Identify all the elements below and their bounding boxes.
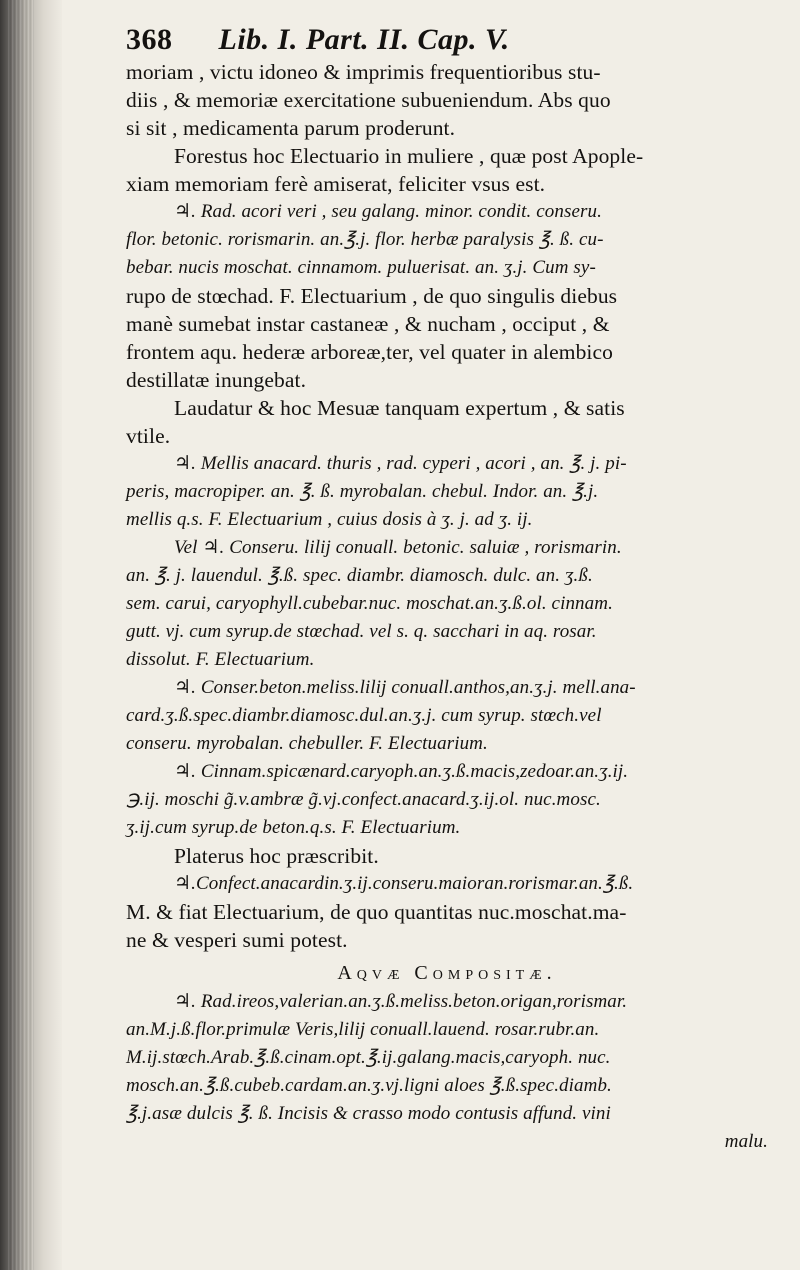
text-line: conseru. myrobalan. chebuller. F. Electuarium.: [126, 733, 488, 754]
section-heading: Aqvæ Compositæ.: [337, 962, 557, 984]
text-line: sem. carui, caryophyll.cubebar.nuc. moschat.an.ʒ.ß.ol. cinnam.: [126, 593, 613, 614]
text-line: flor. betonic. rorismarin. an.℥.j. flor. herbæ paralysis ℥. ß. cu-: [126, 229, 604, 250]
text-line: moriam , victu idoneo & imprimis frequentioribus stu-: [126, 60, 601, 84]
text-line: Forestus hoc Electuario in muliere , quæ post Apople-: [174, 144, 644, 168]
text-line: frontem aqu. hederæ arboreæ,ter, vel quater in alembico: [126, 340, 614, 364]
text-line: ℥.j.asæ dulcis ℥. ß. Incisis & crasso modo contusis affund. vini: [126, 1103, 611, 1124]
text-line: M.ij.stœch.Arab.℥.ß.cinam.opt.℥.ij.galang.macis,caryoph. nuc.: [126, 1047, 611, 1068]
running-title: Lib. I. Part. II. Cap. V.: [218, 23, 510, 56]
text-line: dissolut. F. Electuarium.: [126, 649, 315, 670]
text-line: ♃. Mellis anacard. thuris , rad. cyperi , acori , an. ℥. j. pi-: [174, 453, 627, 474]
text-line: ♃. Rad. acori veri , seu galang. minor. condit. conseru.: [174, 201, 602, 222]
text-line: ʒ.ij.cum syrup.de beton.q.s. F. Electuarium.: [126, 817, 461, 838]
text-line: card.ʒ.ß.spec.diambr.diamosc.dul.an.ʒ.j. cum syrup. stœch.vel: [126, 705, 602, 726]
book-page: [126, 22, 768, 1156]
text-line: xiam memoriam ferè amiserat, feliciter vsus est.: [126, 172, 546, 196]
page-number: 368: [126, 23, 173, 56]
text-line: gutt. vj. cum syrup.de stœchad. vel s. q. sacchari in aq. rosar.: [126, 621, 597, 642]
text-line: ℈.ij. moschi g̃.v.ambræ g̃.vj.confect.anacard.ʒ.ij.ol. nuc.mosc.: [126, 789, 601, 810]
text-line: destillatæ inungebat.: [126, 368, 307, 392]
text-line: ♃.Confect.anacardin.ʒ.ij.conseru.maioran.rorismar.an.℥.ß.: [174, 873, 634, 894]
text-line: bebar. nucis moschat. cinnamom. puluerisat. an. ʒ.j. Cum sy-: [126, 257, 596, 278]
text-line: si sit , medicamenta parum proderunt.: [126, 116, 456, 140]
text-line: mellis q.s. F. Electuarium , cuius dosis à ʒ. j. ad ʒ. ij.: [126, 509, 533, 530]
text-line: malu.: [724, 1131, 768, 1152]
text-line: ♃. Conser.beton.meliss.lilij conuall.anthos,an.ʒ.j. mell.ana-: [174, 677, 636, 698]
text-line: vtile.: [126, 424, 171, 448]
page-header: [126, 22, 768, 58]
text-line: mosch.an.℥.ß.cubeb.cardam.an.ʒ.vj.ligni aloes ℥.ß.spec.diamb.: [126, 1075, 612, 1096]
text-line: manè sumebat instar castaneæ , & nucham , occiput , &: [126, 312, 610, 336]
page-edges: [8, 0, 34, 1270]
text-line: Laudatur & hoc Mesuæ tanquam expertum , & satis: [174, 396, 625, 420]
text-line: peris, macropiper. an. ℥. ß. myrobalan. chebul. Indor. an. ℥.j.: [126, 481, 599, 502]
text-line: an. ℥. j. lauendul. ℥.ß. spec. diambr. diamosch. dulc. an. ʒ.ß.: [126, 565, 593, 586]
text-line: diis , & memoriæ exercitatione subueniendum. Abs quo: [126, 88, 611, 112]
page-body-continued: [126, 988, 768, 1156]
text-line: ♃. Cinnam.spicænard.caryoph.an.ʒ.ß.macis,zedoar.an.ʒ.ij.: [174, 761, 629, 782]
text-line: an.M.j.ß.flor.primulæ Veris,lilij conuall.lauend. rosar.rubr.an.: [126, 1019, 600, 1040]
page-body: [126, 58, 768, 954]
text-line: M. & fiat Electuarium, de quo quantitas nuc.moschat.ma-: [126, 900, 627, 924]
text-line: Vel ♃. Conseru. lilij conuall. betonic. saluiæ , rorismarin.: [174, 537, 622, 558]
text-line: rupo de stœchad. F. Electuarium , de quo singulis diebus: [126, 284, 618, 308]
text-line: ne & vesperi sumi potest.: [126, 928, 348, 952]
text-line: Platerus hoc præscribit.: [174, 844, 379, 868]
text-line: ♃. Rad.ireos,valerian.an.ʒ.ß.meliss.beton.origan,rorismar.: [174, 991, 628, 1012]
